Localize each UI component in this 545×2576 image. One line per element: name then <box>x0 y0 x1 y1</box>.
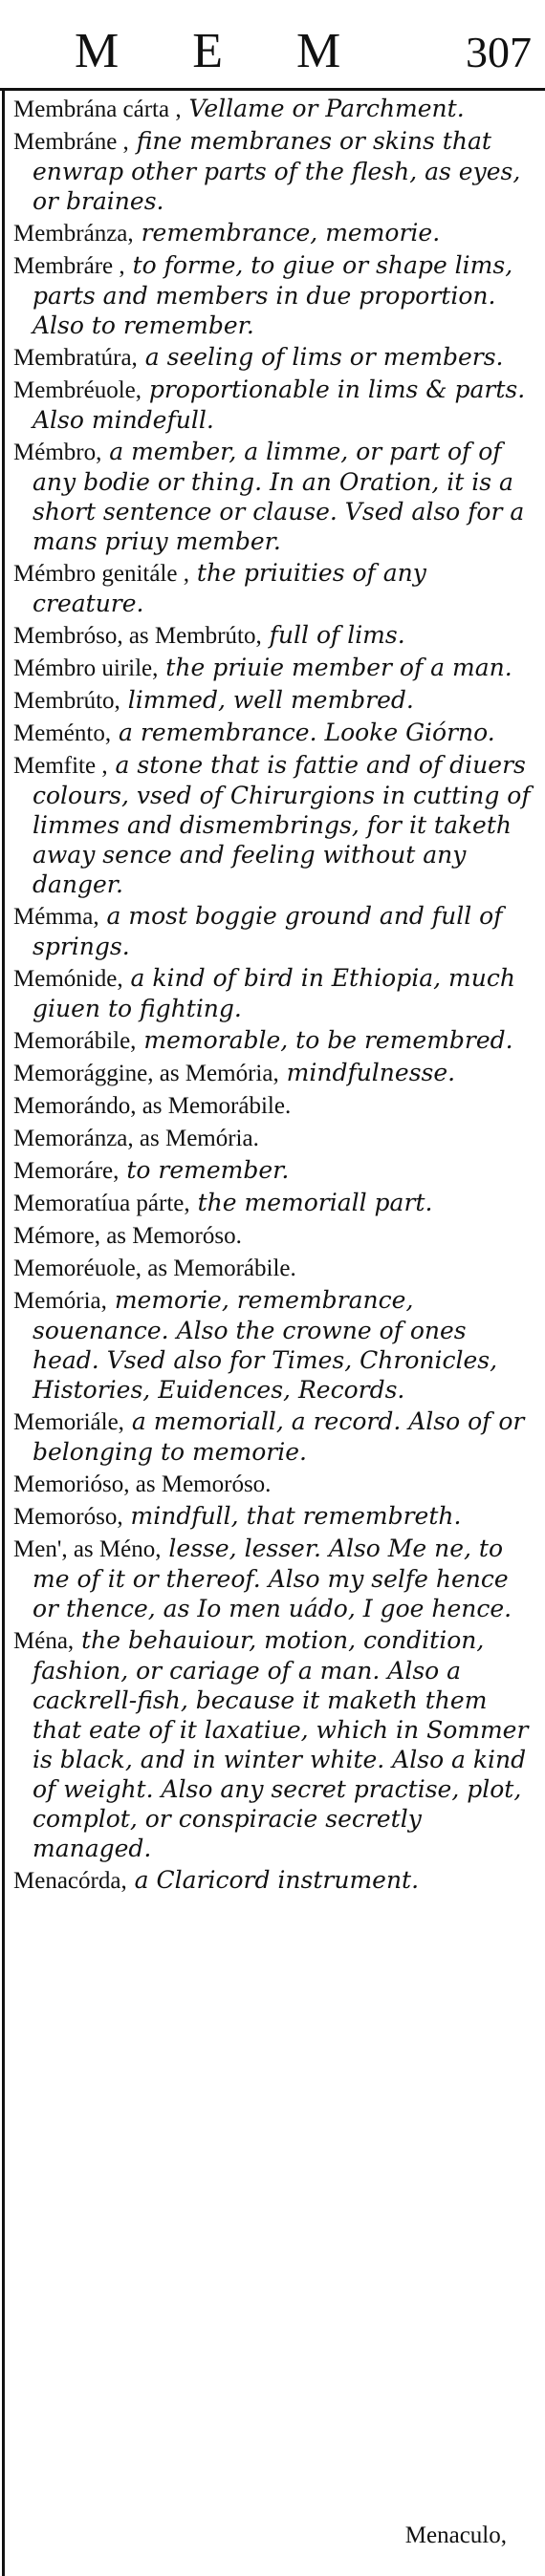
definition: a stone that is fattie and of diuers colours, vsed of Chirurgions in cutting of limmes and dismembrings, for it taketh away sence and feeling without any danger. <box>33 751 531 898</box>
definition: a member, a limme, or part of of any bodie or thing. In an Oration, it is a short sentence or clause. Vsed also for a mans priuy member. <box>33 438 525 555</box>
definition: a seeling of lims or members. <box>137 343 504 371</box>
definition: fine membranes or skins that enwrap other parts of the flesh, as eyes, or braines. <box>33 127 521 215</box>
entry <box>13 1123 539 1153</box>
entry <box>13 1406 539 1467</box>
entry <box>13 437 539 556</box>
entry <box>13 1285 539 1405</box>
catchword: Menaculo, <box>404 2522 507 2548</box>
entry <box>13 1253 539 1283</box>
headword: Memorióso, as Memoróso. <box>13 1471 272 1497</box>
entry <box>13 963 539 1023</box>
entry <box>13 218 539 248</box>
entry <box>13 1501 539 1532</box>
definition: mindfull, that remembreth. <box>122 1502 462 1530</box>
headword: Menacórda, <box>13 1868 127 1894</box>
definition: a Claricord instrument. <box>126 1866 420 1894</box>
definition: the priuities of any creature. <box>33 559 426 617</box>
headword: Membrúto, <box>13 688 120 714</box>
entry <box>13 653 539 683</box>
running-head: M E M <box>75 24 372 78</box>
entry <box>13 1534 539 1623</box>
headword: Membráne , <box>13 129 129 155</box>
headword: Meménto, <box>13 720 112 746</box>
headword: Membráre , <box>13 253 125 279</box>
definition: lesse, lesser. Also Me ne, to me of it or thereof. Also my selfe hence or thence, as Io men uádo, I goe hence. <box>33 1535 512 1622</box>
headword: Mémbro genitále , <box>13 561 189 587</box>
entry <box>13 620 539 651</box>
headword: Memorándo, as Memorábile. <box>13 1093 292 1119</box>
definition: a remembrance. Looke Giórno. <box>111 719 495 746</box>
headword: Mémbro uirile, <box>13 655 159 681</box>
headword: Memoratíua párte, <box>13 1191 190 1216</box>
page-header <box>0 17 545 84</box>
page-number: 307 <box>466 28 532 76</box>
definition: the memoriall part. <box>189 1189 433 1216</box>
entry <box>13 750 539 899</box>
headword: Memoránza, as Memória. <box>13 1126 259 1151</box>
definition: the priuie member of a man. <box>158 654 512 681</box>
headword: Memónide, <box>13 966 123 992</box>
entry <box>13 1025 539 1056</box>
header-rule <box>0 88 545 91</box>
definition: proportionable in lims & parts. Also mindefull. <box>33 376 526 434</box>
entry <box>13 342 539 373</box>
headword: Membrána cárta , <box>13 97 182 122</box>
definition: a memoriall, a record. Also of or belonging to memorie. <box>33 1407 525 1466</box>
column-rule <box>2 88 5 2576</box>
entry <box>13 901 539 961</box>
headword: Membréuole, <box>13 377 142 403</box>
headword: Memfite , <box>13 753 108 779</box>
definition: to forme, to giue or shape lims, parts and members in due proportion. Also to remember. <box>33 251 513 339</box>
definition: a kind of bird in Ethiopia, much giuen to fighting. <box>33 964 515 1022</box>
definition: the behauiour, motion, condition, fashion, or cariage of a man. Also a cackrell-fish, because it maketh them that eate of it laxatiue, which in Sommer is black, and in winter white. Also a kind of weight. Also any secret practise, plot, complot, or conspiracie secretly managed. <box>33 1626 529 1862</box>
headword: Memoróso, <box>13 1504 123 1530</box>
definition: to remember. <box>119 1156 290 1184</box>
entry <box>13 250 539 340</box>
headword: Ména, <box>13 1628 75 1654</box>
headword: Mémore, as Memoróso. <box>13 1223 242 1249</box>
entry <box>13 1865 539 1896</box>
entry <box>13 1155 539 1186</box>
entry <box>13 1058 539 1088</box>
definition: memorable, to be remembred. <box>136 1026 513 1054</box>
entry <box>13 1469 539 1499</box>
headword: Memoréuole, as Memorábile. <box>13 1256 296 1281</box>
entry <box>13 718 539 748</box>
definition: a most boggie ground and full of springs. <box>33 902 503 960</box>
headword: Memória, <box>13 1288 107 1314</box>
definition: memorie, remembrance, souenance. Also the crowne of ones head. Vsed also for Times, Chronicles, Histories, Euidences, Records. <box>33 1286 498 1404</box>
headword: Memorággine, as Memória, <box>13 1061 279 1086</box>
definition: mindfulnesse. <box>278 1059 456 1086</box>
entry <box>13 375 539 435</box>
headword: Memorábile, <box>13 1028 137 1054</box>
headword: Membránza, <box>13 221 134 247</box>
entry <box>13 558 539 618</box>
headword: Mémbro, <box>13 440 102 465</box>
entry <box>13 126 539 216</box>
headword: Men', as Méno, <box>13 1536 162 1562</box>
headword: Mémma, <box>13 904 99 930</box>
headword: Memoriále, <box>13 1409 124 1435</box>
definition: full of lims. <box>261 621 405 649</box>
entry <box>13 1625 539 1863</box>
entry <box>13 1090 539 1121</box>
entry <box>13 1188 539 1218</box>
entry-list <box>13 94 539 1898</box>
headword: Membróso, as Membrúto, <box>13 623 262 649</box>
definition: limmed, well membred. <box>120 686 414 714</box>
definition: remembrance, memorie. <box>133 219 441 247</box>
definition: Vellame or Parchment. <box>181 95 465 122</box>
headword: Membratúra, <box>13 345 138 371</box>
headword: Memoráre, <box>13 1158 120 1184</box>
entry <box>13 685 539 716</box>
entry <box>13 94 539 124</box>
entry <box>13 1220 539 1251</box>
